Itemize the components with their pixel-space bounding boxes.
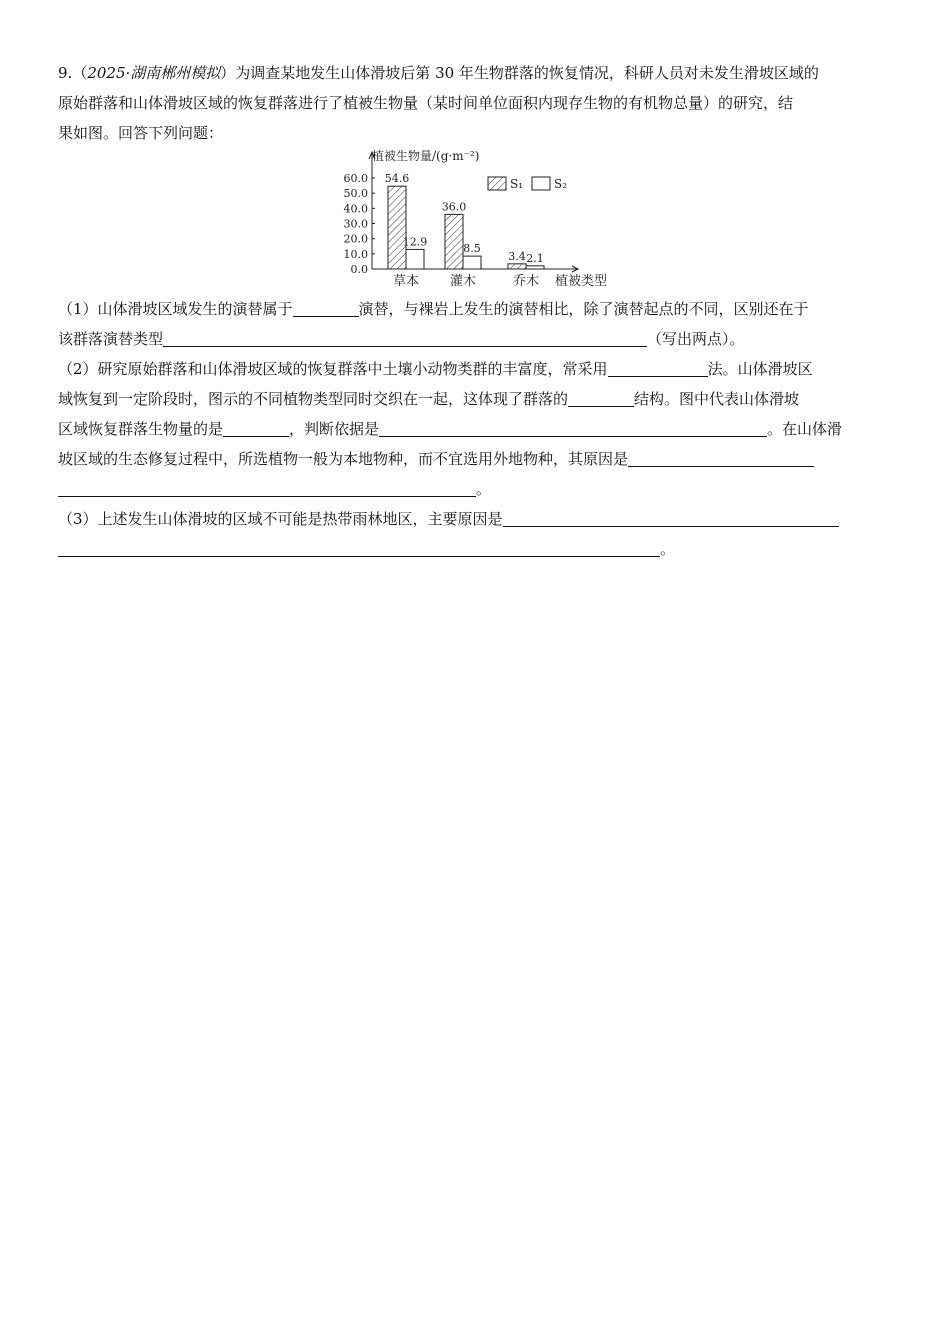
answer-blank-rainforest-reason-b[interactable] (58, 538, 660, 557)
part2-line-4: 坡区域的生态修复过程中，所选植物一般为本地物种，而不宜选用外地物种，其原因是 (58, 444, 892, 474)
bar-s2 (463, 256, 481, 269)
answer-blank-basis[interactable] (379, 418, 767, 437)
x-tick-label: 草本 (392, 274, 420, 289)
data-label: 3.4 (508, 249, 526, 263)
part2-line-3: 区域恢复群落生物量的是 ，判断依据是 。在山体滑 (58, 420, 843, 438)
x-axis-label: 植被类型 (555, 274, 608, 289)
data-label: 12.9 (402, 235, 428, 249)
bar-s1 (508, 264, 526, 269)
data-label: 36.0 (441, 200, 467, 214)
y-tick-label: 0.0 (350, 263, 368, 276)
bar-s2 (526, 266, 544, 269)
answer-blank-series[interactable] (223, 418, 289, 437)
part3-line-1: （3）上述发生山体滑坡的区域不可能是热带雨林地区，主要原因是 (58, 504, 892, 534)
part2-line-2: 域恢复到一定阶段时，图示的不同植物类型同时交织在一起，这体现了群落的 结构。图中代表山体滑坡 (58, 390, 800, 408)
answer-blank-native-species-reason-b[interactable] (58, 478, 476, 497)
y-tick-label: 30.0 (343, 217, 368, 231)
part1-line-1: （1）山体滑坡区域发生的演替属于 演替，与裸岩上发生的演替相比，除了演替起点的不同，区别还在于 (58, 300, 809, 318)
data-label: 8.5 (463, 242, 481, 256)
answer-blank-rainforest-reason-a[interactable] (503, 508, 839, 527)
question-number: 9. (58, 64, 73, 82)
bar-chart-svg (58, 148, 892, 294)
question-stem-line-1: 9.（2025·湖南郴州模拟）为调查某地发生山体滑坡后第 30 年生物群落的恢复情况，科研人员对未发生滑坡区域的 (58, 64, 819, 82)
question-stem-line-3: 果如图。回答下列问题： (58, 124, 224, 142)
data-label: 2.1 (526, 251, 544, 265)
y-tick-label: 40.0 (343, 202, 368, 216)
answer-blank-succession-type[interactable] (293, 298, 359, 317)
question-stem-line-2: 原始群落和山体滑坡区域的恢复群落进行了植被生物量（某时间单位面积内现存生物的有机物总量）的研究，结 (58, 94, 794, 112)
x-tick-label: 灌木 (449, 274, 477, 289)
part2-line-5: 。 (58, 474, 892, 504)
answer-blank-community-structure[interactable] (568, 388, 634, 407)
y-tick-label: 10.0 (343, 247, 368, 261)
data-label: 54.6 (384, 172, 410, 186)
answer-blank-native-species-reason-a[interactable] (628, 448, 814, 467)
answer-blank-differences[interactable] (163, 328, 647, 347)
y-axis-label: 植被生物量/(g·m⁻²) (372, 149, 480, 163)
bar-chart (58, 148, 892, 294)
question-9 (58, 58, 892, 564)
x-tick-label: 乔木 (512, 274, 540, 289)
question-source: 2025·湖南郴州模拟 (87, 64, 221, 82)
legend-label-s1: S₁ (510, 177, 524, 191)
y-tick-label: 60.0 (343, 172, 368, 185)
part2-line-1: （2）研究原始群落和山体滑坡区域的恢复群落中土壤小动物类群的丰富度，常采用 法。山体滑坡区 (58, 360, 813, 378)
y-tick-label: 50.0 (343, 187, 368, 201)
bar-s1 (388, 186, 406, 269)
legend-label-s2: S₂ (554, 177, 568, 191)
y-tick-label: 20.0 (343, 232, 368, 246)
part3-line-2: 。 (58, 534, 892, 564)
bar-s2 (406, 249, 424, 269)
answer-blank-survey-method[interactable] (608, 358, 708, 377)
bar-s1 (445, 214, 463, 269)
legend-swatch-s1 (488, 177, 506, 190)
part1-line-2: 该群落演替类型 （写出两点）。 (58, 330, 745, 348)
legend-swatch-s2 (532, 177, 550, 190)
